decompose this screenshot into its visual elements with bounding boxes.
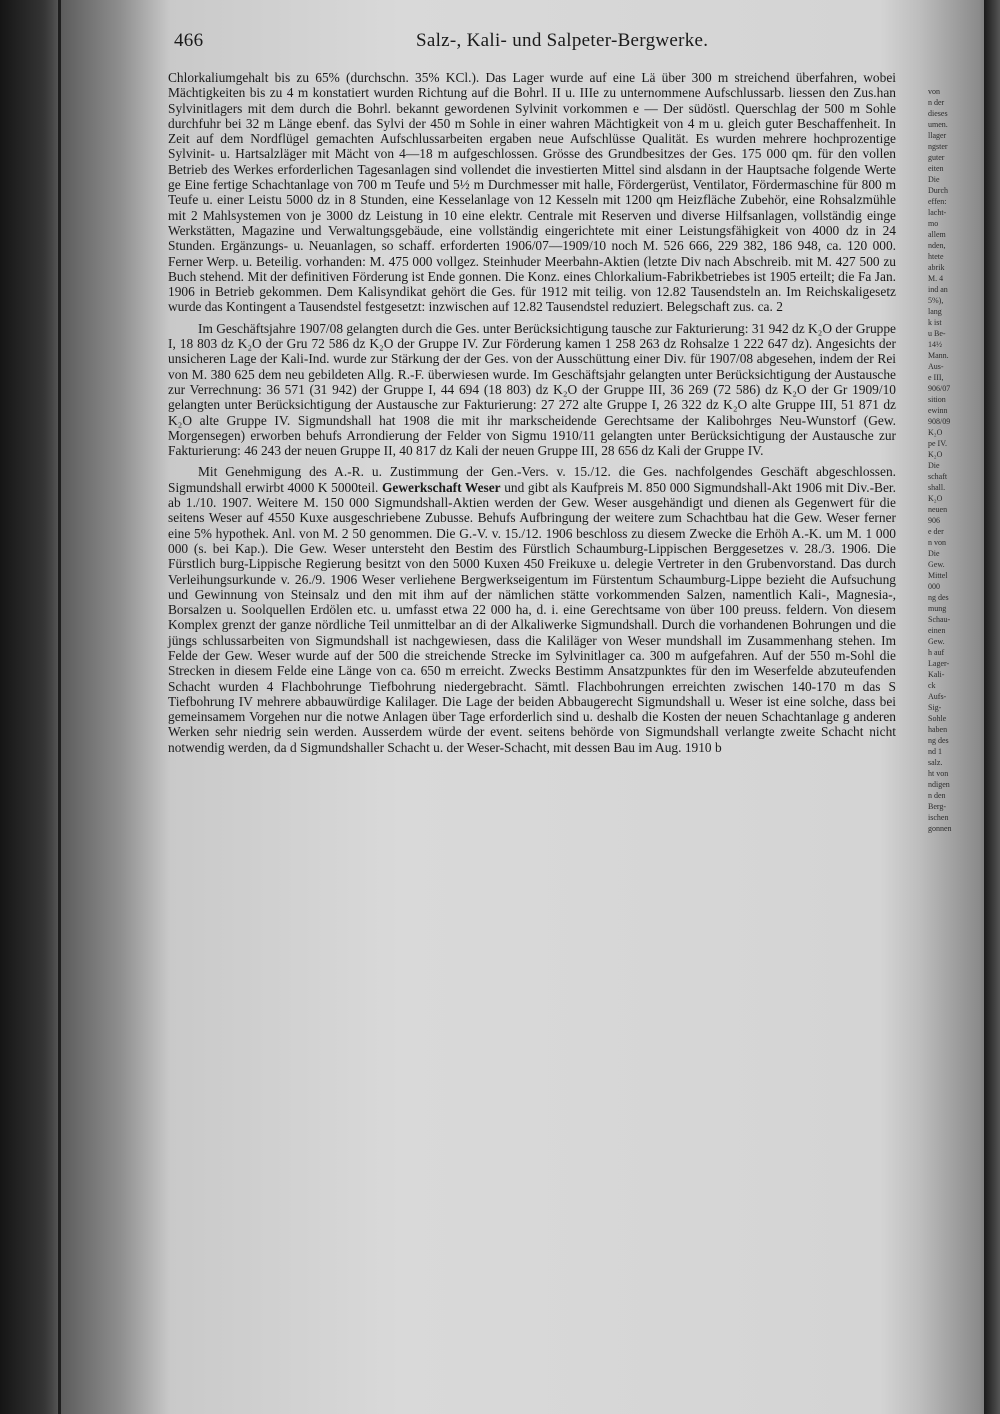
margin-fragment: 908/09 bbox=[928, 417, 951, 426]
margin-fragment: 906/07 bbox=[928, 384, 951, 393]
margin-fragment: e der bbox=[928, 527, 944, 536]
page-number: 466 bbox=[174, 30, 204, 51]
margin-fragment: mung bbox=[928, 604, 947, 613]
margin-fragment: 000 bbox=[928, 582, 940, 591]
margin-fragment: nd 1 bbox=[928, 747, 942, 756]
book-gutter-shadow bbox=[0, 0, 60, 1414]
paragraph-3: Mit Genehmigung des A.-R. u. Zustimmung der Gen.-Vers. v. 15./12. die Ges. nachfolgendes Geschäft abgeschlossen. Sigmundshall erwirbt 4000 K 5000teil. Gewerkschaft Weser und gibt als Kaufpreis M. 850 000 Sigmundshall-Akt 1906 mit Div.-Ber. ab 1./10. 1907. Weitere M. 150 000 Sigmundshall-Aktien werden der Gew. Weser ausgehändigt und dienen als Gegenwert für die seitens Weser auf 4550 Kuxe ausgeschriebene Zubusse. Behufs Aufbringung der weitere zum Schachtbau hat die Gew. Weser ferner eine 5% hypothek. Anl. von M. 2 50 genommen. Die G.-V. v. 15./12. 1906 beschloss zu diesem Zwecke die Erhöh A.-K. um M. 1 000 000 (s. bei Kap.). Die Gew. Weser untersteht den Bestim des Fürstlich Schaumburg-Lippischen Berggesetzes v. 28./3. 1906. Die Fürstlich burg-Lippische Regierung besitzt von den 5000 Kuxen 450 Freikuxe u. delegie Vertreter in den Grubenvorstand. Das durch Verleihungsurkunde v. 26./9. 1906 Weser verliehene Bergwerkseigentum im Fürstentum Schaumburg-Lippe bezieht die Aufsuchung und Gewinnung von Steinsalz und den mit ihm auf der nämlichen stätte vorkommenden Salzen, namentlich Kali-, Magnesia-, Borsalzen u. Soolquellen Erdölen etc. u. umfasst etwa 22 000 ha, d. i. eine Gerechtsame von über 100 preuss. feldern. Von diesem Komplex grenzt der ganze nördliche Teil unmittelbar an di der Alkaliwerke Sigmundshall. Durch die vorhandenen Bohrungen und die jüngs schlussarbeiten von Sigmundshall ist nachgewiesen, dass die Kaliläger von Weser mundshall im Zusammenhang stehen. Im Felde der Gew. Weser wurde auf der 500 die streichende Strecke im Sylvinitlager ca. 300 m aufgefahren. Auf der 550 m-Sohl die Strecken in diesem Felde eine Länge von ca. 650 m erreicht. Zwecks Bestimm Ansatzpunktes für den im Weserfelde abzuteufenden Schacht wurden 4 Flachbohrunge Tiefbohrung niedergebracht. Sämtl. Flachbohrungen erreichten zwischen 140-170 m das S Tiefbohrung IV mehrere abbauwürdige Kalilager. Die Lage der beiden Abbaugerecht Sigmundshall u. Weser ist eine solche, dass bei gemeinsamem Vorgehen nur die notwe Anlagen über Tage erforderlich sind u. deshalb die Kosten der neuen Schachtanlage g anderen Werken sehr niedrig sein werden. Ausserdem würde der event. seitens behörde von Sigmundshall verlangte zweite Schacht nicht notwendig werden, da d Sigmundshaller Schacht u. der Weser-Schacht, mit dessen Bau im Aug. 1910 b bbox=[168, 464, 896, 755]
margin-fragment: n den bbox=[928, 791, 946, 800]
margin-fragment: Schau- bbox=[928, 615, 951, 624]
margin-fragment: n von bbox=[928, 538, 946, 547]
margin-fragment: Kali- bbox=[928, 670, 945, 679]
margin-fragment: neuen bbox=[928, 505, 948, 514]
margin-fragment: ck bbox=[928, 681, 936, 690]
margin-fragment: eiten bbox=[928, 164, 944, 173]
margin-fragment: ind an bbox=[928, 285, 948, 294]
margin-fragment: pe IV. bbox=[928, 439, 947, 448]
margin-fragment: Mann. bbox=[928, 351, 949, 360]
margin-fragment: 14½ bbox=[928, 340, 942, 349]
running-head: Salz-, Kali- und Salpeter-Bergwerke. bbox=[416, 30, 709, 51]
margin-fragment: guter bbox=[928, 153, 945, 162]
margin-fragment: ng des bbox=[928, 593, 949, 602]
paragraph-2: Im Geschäftsjahre 1907/08 gelangten durch die Ges. unter Berücksichtigung tausche zur Fakturierung: 31 942 dz K₂O der Gruppe I, 18 803 dz K₂O der Gru 72 586 dz K₂O der Gruppe IV. Zur Förderung kamen 1 258 263 dz Rohsalze 1 222 647 dz). Angesichts der unsicheren Lage der Kali-Ind. wurde zur Stärkung der der Ges. von der Ausschüttung einer Div. für 1907/08 abgesehen, indem der Rei von M. 380 625 dem neu gebildeten Allg. R.-F. überwiesen wurde. Im Geschäftsjahr gelangten unter Berücksichtigung der Austausche zur Verrechnung: 36 571 (31 942) der Gruppe I, 44 694 (18 803) dz K₂O der Gruppe III, 36 269 (72 586) dz K₂O der Gr 1909/10 gelangten unter Berücksichtigung der Austausche zur Fakturierung: 27 272 alte Gruppe I, 26 322 dz K₂O alte Gruppe III, 51 871 dz K₂O alte Gruppe IV. Sigmundshall hat 1908 die mit ihr markscheidende Gerechtsame der Kalibohrges Neu-Wunstorf (Gew. Morgensegen) erworben behufs Arrondierung der Felder von Sigmu 1910/11 gelangten unter Berücksichtigung der Austausche zur Fakturierung: 46 243 der neuen Gruppe II, 40 817 dz Kali der neuen Gruppe III, 28 656 dz Kali der Gruppe IV. bbox=[168, 320, 896, 459]
next-page-edge bbox=[984, 0, 1000, 1414]
margin-fragment: Durch bbox=[928, 186, 948, 195]
margin-fragment: Gew. bbox=[928, 637, 945, 646]
margin-fragment: k ist bbox=[928, 318, 942, 327]
margin-fragment: M. 4 bbox=[928, 274, 944, 283]
margin-fragment: Die bbox=[928, 175, 940, 184]
margin-fragment: 5%), bbox=[928, 296, 944, 305]
book-spine-edge bbox=[58, 0, 61, 1414]
body-text bbox=[168, 70, 896, 755]
margin-fragment: ng des bbox=[928, 736, 949, 745]
margin-fragment: allem bbox=[928, 230, 946, 239]
margin-fragment: K₂O bbox=[928, 428, 943, 437]
margin-fragment: von bbox=[928, 87, 940, 96]
margin-fragment: Mittel bbox=[928, 571, 948, 580]
margin-fragment: Sig- bbox=[928, 703, 942, 712]
margin-fragment: abrik bbox=[928, 263, 945, 272]
paragraph-1: Chlorkaliumgehalt bis zu 65% (durchschn. 35% KCl.). Das Lager wurde auf eine Lä über 300 m streichend überfahren, wobei Mächtigkeiten bis zu 4 m konstatiert wurden Richtung auf die Bohrl. II u. IIIe zu unternommene Aufschlussarb. liessen den Zus.han Sylvinitlagers mit dem durch die Bohrl. bekannt gewordenen Sylvinit vorkommen e — Der südöstl. Querschlag der 500 m Sohle durchfuhr bei 32 m Länge ebenf. das Sylvi der 450 m Sohle in einer wahren Mächtigkeit von 4 m u. gleich guter Beschaffenheit. In Zeit auf dem Nordflügel gemachten Aufschlussarbeiten ergaben neue Aufschlüsse Qualität. Es wurden mehrere hochprozentige Sylvinit- u. Hartsalzläger mit Mächt von 4—18 m aufgeschlossen. Grösse des Grundbesitzes der Ges. 175 000 qm. für den vollen Betrieb des Werkes erforderlichen Tagesanlagen sind vollendet die investierten Mittel sind alsdann in der Hauptsache folgende Werte ge Eine fertige Schachtanlage von 700 m Teufe und 5½ m Durchmesser mit halle, Fördergerüst, Ventilator, Fördermaschine für 800 m Teufe u. einer Leistu 5000 dz in 8 Stunden, eine Kesselanlage von 12 Kesseln mit 1200 qm Heizfläche Zubehör, eine Rohsalzmühle mit 2 Mahlsystemen von je 3000 dz Leistung in 10 eine elektr. Centrale mit Reserven und diverse Hilfsanlagen, vollständig einge Werkstätten, Magazine und Verwaltungsgebäude, eine vollständig eingerichtete mit einer Leistungsfähigkeit von 4000 dz in 24 Stunden. Ergänzungs- u. Neuanlagen, so schaff. erforderten 1906/07—1909/10 noch M. 526 666, 229 382, 186 948, ca. 120 000. Ferner Werp. u. Beteilig. vorhanden: M. 475 000 vollgez. Steinhuder Meerbahn-Aktien (letzte Div nach Abschreib. mit M. 427 500 zu Buch stehend. Mit der definitiven Förderung ist Ende gonnen. Die Konz. eines Chlorkalium-Fabrikbetriebes ist 1905 erteilt; die Fa Jan. 1906 in Betrieb gekommen. Dem Kalisyndikat gehört die Ges. für 1912 mit teilig. von 12.82 Tausendsteln an. Im Reichskaligesetz wurde das Kontingent a Tausendstel festgesetzt: inzwischen auf 12.82 Tausendstel reduziert. Belegschaft zus. ca. 2 bbox=[168, 70, 896, 315]
margin-fragment: Die bbox=[928, 549, 940, 558]
margin-fragment: Aus- bbox=[928, 362, 944, 371]
margin-fragment: Sohle bbox=[928, 714, 947, 723]
margin-fragment: lacht- bbox=[928, 208, 947, 217]
margin-fragment: nden, bbox=[928, 241, 946, 250]
margin-fragment: 906 bbox=[928, 516, 940, 525]
margin-fragment: gonnen bbox=[928, 824, 952, 833]
margin-fragment: Lager- bbox=[928, 659, 950, 668]
page-content bbox=[168, 28, 928, 755]
margin-fragment: salz. bbox=[928, 758, 943, 767]
margin-fragment: htete bbox=[928, 252, 944, 261]
margin-fragment: e III, bbox=[928, 373, 944, 382]
margin-fragment: ndigen bbox=[928, 780, 950, 789]
margin-fragment: Die bbox=[928, 461, 940, 470]
margin-fragment: Berg- bbox=[928, 802, 947, 811]
margin-fragment: haben bbox=[928, 725, 948, 734]
margin-fragment: Gew. bbox=[928, 560, 945, 569]
margin-fragment: ngster bbox=[928, 142, 948, 151]
margin-fragment: Aufs- bbox=[928, 692, 947, 701]
margin-fragment: llager bbox=[928, 131, 947, 140]
margin-fragment: einen bbox=[928, 626, 946, 635]
margin-fragment: effen: bbox=[928, 197, 947, 206]
margin-fragment: ischen bbox=[928, 813, 949, 822]
margin-fragment: K₂O bbox=[928, 450, 943, 459]
margin-fragment: n der bbox=[928, 98, 945, 107]
bold-firm-name: Gewerkschaft Weser bbox=[381, 479, 501, 495]
margin-fragment: dieses bbox=[928, 109, 948, 118]
page-header bbox=[168, 28, 928, 56]
margin-fragment: umen. bbox=[928, 120, 948, 129]
margin-fragment: mo bbox=[928, 219, 939, 228]
margin-fragment: ht von bbox=[928, 769, 949, 778]
margin-fragment: h auf bbox=[928, 648, 945, 657]
margin-fragment: u Be- bbox=[928, 329, 946, 338]
margin-fragment: sition bbox=[928, 395, 946, 404]
margin-fragment: ewinn bbox=[928, 406, 948, 415]
margin-fragment: lang bbox=[928, 307, 942, 316]
margin-fragment: shall. bbox=[928, 483, 946, 492]
margin-fragment: schaft bbox=[928, 472, 948, 481]
adjacent-page-fragments bbox=[928, 86, 980, 834]
margin-fragment: K₂O bbox=[928, 494, 943, 503]
